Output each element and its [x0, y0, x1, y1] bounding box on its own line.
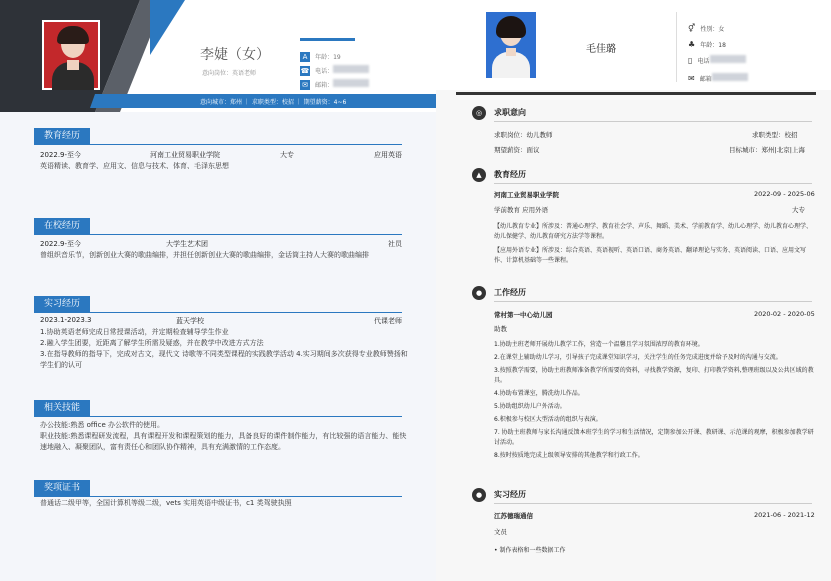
person-icon: ●: [472, 286, 486, 300]
list-item: 【幼儿教育专业】所涉及：普通心理学、教育社会学、声乐、舞蹈、美术、学前教育学、幼儿心理学、幼儿教育心理学、幼儿保健学、幼儿教育研究方法学等课程。: [494, 223, 813, 240]
section-title-skills: 相关技能: [34, 400, 90, 417]
intern-duties: [494, 546, 814, 556]
intent-salary: 期望薪资：面议: [494, 146, 540, 154]
job-preference-strip: 意向城市：郑州 ｜ 求职类型：校招 ｜ 期望薪资：4~6: [200, 99, 347, 106]
info-email-row: ✉ 邮箱: [688, 66, 748, 85]
intern-org: 江苏德瑞通信: [494, 512, 533, 520]
section-title-education: 教育经历: [34, 128, 90, 145]
info-phone-row: ▯ 电话: [688, 48, 746, 67]
list-item: 【应用外语专业】所涉及：综合英语、英语视听、英语口语、商务英语、翻译理论与实务、英语阅读、口语、应用文写作、计算机基础等一些课程。: [494, 247, 807, 264]
header-divider: [456, 92, 816, 95]
work-date: 2020-02 - 2020-05: [754, 310, 815, 318]
list-item: 1.协助主班老师开展幼儿教学工作，营造一个温馨且学习氛围浓厚的教育环境。: [494, 341, 704, 348]
resume-page-left: 李婕（女） 意向岗位：英语老师 A 年龄：19 ☎ 电话： ✉ 邮箱： 意向城市：郑州 ｜ 求职类型：校招 ｜ 期望薪资：4~6 教育经历 2022.9-至今 河南工业贸易职业学院 大专 应用英语 英语精读、教育学、应用文、信息与技术、体育、毛泽东思想 在校经历 2022.9-至今 大学生艺术团 社员 曾组织音乐节，创新创业大赛的歌曲编排，并担任创新创业大赛的歌曲编排，金话筒主持人大赛的歌曲编排 实习经历 2023.1-2023.3 蓝天学校 代课老师 1.协助英语老师完成日常授课活动，并定期检查辅导学生作业 2.融入学生团要，近距离了解学生所需及疑惑，并在教学中改进方式方法 3.在指导教师的指导下，完成对古文，现代文 诗歌等不同类型课程的实践教学活动 4.实习期间多次获得专业教师赞扬和学生们的认可 相关技能 办公技能:熟悉 office 办公软件的使用。 职业技能:熟悉课程研发流程，具有课程开发和课程策划的能力，具备良好的课件制作能力，有比较强的语言能力、能快速地融入、凝聚团队，富有责任心和团队协作精神，具有充满激情的工作态度。 奖项证书 普通话二级甲等，全国计算机等级二级，vets 实用英语中级证书，c1 类驾驶执照: [0, 0, 436, 581]
section-divider: [34, 312, 402, 313]
campus-description: 曾组织音乐节，创新创业大赛的歌曲编排，并担任创新创业大赛的歌曲编排，金话筒主持人大赛的歌曲编排: [40, 251, 369, 259]
intended-position: 意向岗位：英语老师: [202, 70, 257, 77]
education-courses: 英语精读、教育学、应用文、信息与技术、体育、毛泽东思想: [40, 162, 229, 170]
info-phone-row: ☎ 电话：: [300, 58, 369, 77]
phone-icon: ☎: [300, 67, 310, 75]
list-item: 5.协助组织幼儿户外活动。: [494, 403, 566, 410]
info-gender-row: ⚥ 性别：女: [688, 24, 725, 33]
list-item: 3.在指导教师的指导下，完成对古文，现代文 诗歌等不同类型课程的实践教学活动 4.实习期间多次获得专业教师赞扬和学生们的认可: [40, 350, 408, 369]
list-item: 职业技能:熟悉课程研发流程，具有课程开发和课程策划的能力，具备良好的课件制作能力，有比较强的语言能力、能快速地融入、凝聚团队，富有责任心和团队协作精神，具有充满激情的工作态度。: [40, 432, 407, 451]
section-internship: ● 实习经历: [472, 486, 812, 504]
skills-list: [40, 420, 410, 453]
mail-icon: ✉: [688, 74, 695, 83]
section-job-intent: ◎ 求职意向: [472, 104, 812, 122]
edu-school: 河南工业贸易职业学院: [494, 191, 559, 199]
list-item: 2.融入学生团要，近距离了解学生所需及疑惑，并在教学中改进方式方法: [40, 339, 264, 347]
person-icon: ●: [472, 488, 486, 502]
target-icon: ◎: [472, 106, 486, 120]
info-age-row: A 年龄：19: [300, 44, 341, 63]
sprout-icon: ♣: [688, 40, 696, 49]
avatar-photo: [486, 12, 536, 78]
list-item: 4.协助布置课室，腾洗幼儿作品。: [494, 390, 584, 397]
intern-date: 2021-06 - 2021-12: [754, 511, 815, 519]
section-divider: [34, 496, 402, 497]
intent-job: 求职岗位：幼儿教师: [494, 131, 553, 139]
section-education: ▲ 教育经历: [472, 166, 812, 184]
candidate-name: 李婕（女）: [200, 47, 270, 63]
edu-degree: 大专: [792, 206, 805, 214]
info-email-row: ✉ 邮箱：: [300, 72, 369, 91]
list-item: 7. 协助主班教师与家长沟通反馈本班学生的学习和生活情况，定期参加公开课、教研课、示范课的观摩，积极参加教学研讨活动。: [494, 429, 814, 446]
list-item: 办公技能:熟悉 office 办公软件的使用。: [40, 421, 165, 429]
intent-city: 目标城市：郑州|北京|上海: [729, 146, 805, 154]
gender-icon: ⚥: [688, 24, 696, 33]
work-role: 助教: [494, 325, 507, 333]
divider: [676, 12, 677, 82]
list-item: • 制作表格和一些数据工作: [494, 547, 566, 554]
list-item: 3.按照教学需要，协助主班教师准备教学所需要的资料，寻找教学资源，复印、打印教学资料,整理班级以及公共区域的教具。: [494, 367, 814, 384]
info-age-row: ♣ 年龄：18: [688, 40, 726, 49]
work-org: 常村第一中心幼儿园: [494, 311, 553, 319]
section-title-campus: 在校经历: [34, 218, 90, 235]
list-item: 1.协助英语老师完成日常授课活动，并定期检查辅导学生作业: [40, 328, 229, 336]
list-item: 2.在课堂上辅助幼儿学习，引导孩子完成课堂知识学习，关注学生的任务完成进度并给予及时的沟通与交流。: [494, 354, 782, 361]
resume-page-right: [436, 0, 831, 581]
edu-courses: [494, 222, 814, 266]
work-duties: [494, 340, 814, 461]
age-icon: A: [300, 52, 310, 62]
email-icon: ✉: [300, 80, 310, 90]
section-divider: [34, 416, 402, 417]
certificates-list: 普通话二级甲等，全国计算机等级二级，vets 实用英语中级证书，c1 类驾驶执照: [40, 499, 292, 507]
intent-type: 求职类型：校招: [752, 131, 798, 139]
list-item: 8.按时按质地完成上级领导安排的其他教学和行政工作。: [494, 452, 644, 459]
intern-role: 文员: [494, 528, 507, 536]
section-divider: [34, 144, 402, 145]
candidate-name: 毛佳璐: [586, 44, 616, 55]
edu-date: 2022-09 - 2025-06: [754, 190, 815, 198]
avatar-photo: [42, 20, 100, 90]
list-item: 6.积极参与校区大型活动的组织与表演。: [494, 416, 602, 423]
section-title-internship: 实习经历: [34, 296, 90, 313]
edu-major: 学前教育 应用外语: [494, 206, 549, 214]
graduation-cap-icon: ▲: [472, 168, 486, 182]
phone-icon: ▯: [688, 56, 693, 65]
internship-duties: [40, 327, 410, 371]
section-work: ● 工作经历: [472, 284, 812, 302]
section-divider: [34, 234, 402, 235]
section-title-certificates: 奖项证书: [34, 480, 90, 497]
